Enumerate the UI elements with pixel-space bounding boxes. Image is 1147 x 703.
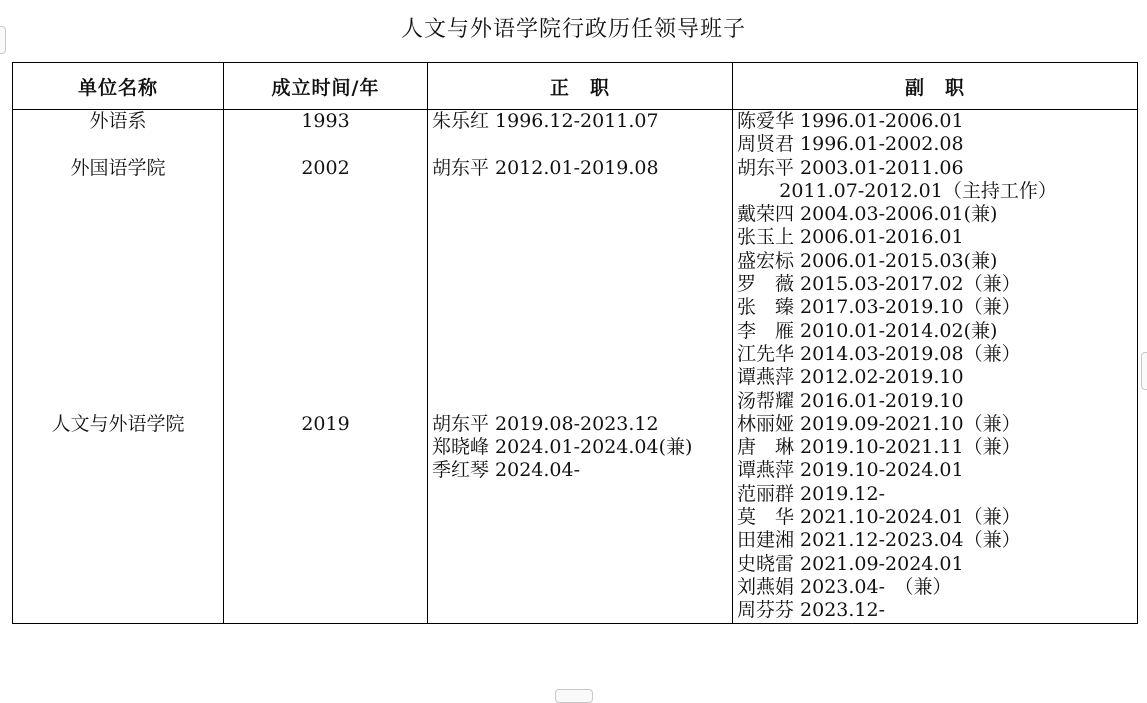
deputy-entry: 刘燕娟 2023.04- （兼） [737, 575, 952, 598]
deputy-entry: 史晓雷 2021.09-2024.01 [737, 552, 964, 575]
deputy-entry: 戴荣四 2004.03-2006.01(兼) [737, 203, 998, 226]
deputy-entry: 林丽娅 2019.09-2021.10（兼） [737, 412, 1021, 435]
unit-name: 外语系 [89, 110, 147, 132]
principal-entry: 胡东平 2012.01-2019.08 [432, 156, 659, 179]
scroll-handle-right[interactable] [1141, 352, 1147, 390]
principal-entry: 季红琴 2024.04- [432, 459, 581, 482]
deputy-entry: 莫 华 2021.10-2024.01（兼） [737, 506, 1021, 529]
deputy-entry: 谭燕萍 2012.02-2019.10 [737, 366, 964, 389]
principal-cell [428, 413, 733, 623]
table-row [13, 110, 1138, 157]
deputy-entry: 李 雁 2010.01-2014.02(兼) [737, 319, 998, 342]
unit-name-cell [13, 110, 224, 157]
unit-name: 外国语学院 [70, 156, 166, 179]
principal-entry: 胡东平 2019.08-2023.12 [432, 412, 659, 435]
deputy-entry: 胡东平 2003.01-2011.06 [737, 156, 964, 179]
principal-entry: 朱乐红 1996.12-2011.07 [432, 110, 659, 132]
header-principal: 正 职 [428, 63, 733, 110]
founded-year: 1993 [301, 110, 350, 132]
deputy-entry: 张 臻 2017.03-2019.10（兼） [737, 296, 1021, 319]
scroll-handle-bottom[interactable] [555, 689, 593, 703]
deputy-entry: 田建湘 2021.12-2023.04（兼） [737, 529, 1021, 552]
deputy-entry: 周芬芬 2023.12- [737, 599, 886, 622]
table-header-row [13, 63, 1138, 110]
page-title: 人文与外语学院行政历任领导班子 [400, 17, 746, 42]
deputy-entry: 2011.07-2012.01（主持工作） [737, 179, 1057, 202]
unit-name-cell [13, 413, 224, 623]
principal-entry: 郑晓峰 2024.01-2024.04(兼) [432, 436, 693, 459]
deputy-entry: 范丽群 2019.12- [737, 482, 886, 505]
header-founded-year: 成立时间/年 [224, 63, 428, 110]
deputy-entry: 江先华 2014.03-2019.08（兼） [737, 342, 1021, 365]
unit-name: 人文与外语学院 [51, 412, 185, 435]
founded-year: 2019 [301, 412, 350, 435]
deputy-entry: 罗 薇 2015.03-2017.02（兼） [737, 273, 1021, 296]
principal-cell [428, 157, 733, 413]
founded-year-cell [224, 413, 428, 623]
founded-year-cell [224, 157, 428, 413]
header-unit-name: 单位名称 [13, 63, 224, 110]
deputy-entry: 周贤君 1996.01-2002.08 [737, 133, 964, 156]
deputy-cell [733, 413, 1138, 623]
deputy-cell [733, 110, 1138, 157]
header-deputy: 副 职 [733, 63, 1138, 110]
deputy-entry: 盛宏标 2006.01-2015.03(兼) [737, 249, 998, 272]
unit-name-cell [13, 157, 224, 413]
deputy-entry: 陈爱华 1996.01-2006.01 [737, 110, 964, 132]
deputy-entry: 汤帮耀 2016.01-2019.10 [737, 389, 964, 412]
deputy-entry: 谭燕萍 2019.10-2024.01 [737, 459, 964, 482]
principal-cell [428, 110, 733, 157]
deputy-cell [733, 157, 1138, 413]
table-row [13, 157, 1138, 413]
founded-year-cell [224, 110, 428, 157]
table-row [13, 413, 1138, 623]
deputy-entry: 唐 琳 2019.10-2021.11（兼） [737, 436, 1021, 459]
founded-year: 2002 [301, 156, 350, 179]
deputy-entry: 张玉上 2006.01-2016.01 [737, 226, 964, 249]
leadership-table [12, 62, 1138, 624]
